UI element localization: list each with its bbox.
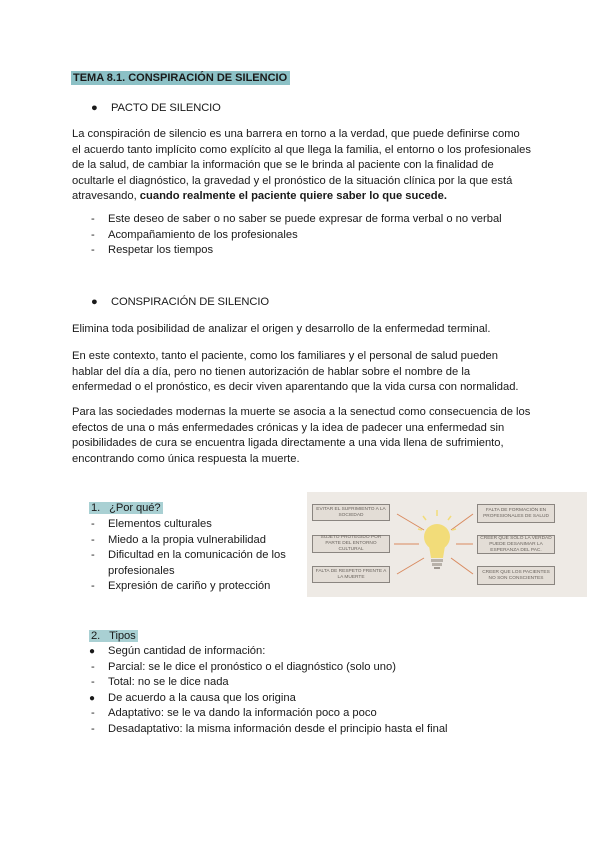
heading-highlight: 1. ¿Por qué? bbox=[91, 502, 161, 514]
list-item: - Elementos culturales bbox=[91, 518, 212, 530]
infographic-box: CREER QUE LOS PACIENTES NO SON CONSCIENTES bbox=[477, 566, 555, 585]
types-list bbox=[72, 644, 542, 738]
infographic-box: FALTA DE RESPETO FRENTE A LA MUERTE bbox=[312, 566, 390, 583]
list-item-continuation: profesionales bbox=[108, 564, 175, 577]
list-item: - Este deseo de saber o no saber se puede expresar de forma verbal o no verbal bbox=[91, 213, 502, 225]
paragraph-bold-text: cuando realmente el paciente quiere saber lo que sucede. bbox=[139, 190, 447, 203]
paragraph-line: de la salud, de cambiar la información que se le brinda al paciente con la finalidad de bbox=[72, 159, 494, 172]
list-item: ● De acuerdo a la causa que los origina bbox=[89, 691, 296, 704]
infographic bbox=[307, 492, 587, 597]
pacto-list bbox=[72, 212, 542, 259]
heading-highlight: 2. Tipos bbox=[91, 630, 136, 642]
list-item: - Respetar los tiempos bbox=[91, 244, 214, 257]
list-item: - Adaptativo: se le va dando la información poco a poco bbox=[91, 707, 377, 720]
numbered-heading-why bbox=[89, 501, 163, 517]
paragraph-definition bbox=[72, 127, 534, 205]
list-item: - Acompañamiento de los profesionales bbox=[91, 228, 298, 241]
list-item: ● Según cantidad de información: bbox=[89, 645, 266, 657]
infographic-box: CREER QUE SÓLO LA VERDAD PUEDE DESANIMAR LA ESPERANZA DEL PAC. bbox=[477, 535, 555, 554]
section-heading-text: PACTO DE SILENCIO bbox=[111, 102, 221, 114]
paragraph-contexto: En este contexto, tanto el paciente, como los familiares y el personal de salud pueden hablar del día a día, pero no tienen autorización de hablar sobre el nombre de la enfermedad o el pronóstico, es decir viven aparentando que la vida cursa con normalidad. bbox=[72, 350, 519, 394]
section-heading-conspiracion bbox=[91, 295, 269, 311]
paragraph-elimina: Elimina toda posibilidad de analizar el origen y desarrollo de la enfermedad terminal. bbox=[72, 323, 491, 335]
infographic-graphic bbox=[307, 492, 587, 597]
lightbulb-icon bbox=[424, 524, 450, 569]
paragraph-line: La conspiración de silencio es una barrera en torno a la verdad, que puede definirse como bbox=[72, 128, 520, 140]
paragraph-line bbox=[72, 189, 534, 205]
numbered-heading-types bbox=[89, 629, 138, 645]
paragraph-sociedades: Para las sociedades modernas la muerte se asocia a la senectud como consecuencia de los efectos de una o más enfermedades crónicas y la idea de padecer una enfermedad sin posibilidades de cura se encuentra ligada directamente a una vida llena de sufrimiento, encontrando como única respuesta la muerte. bbox=[72, 406, 531, 465]
paragraph-line: el acuerdo tanto implícito como explícito al que llega la familia, el entorno o los profesionales bbox=[72, 143, 531, 156]
paragraph-line: ocultarle el diagnóstico, la gravedad y el pronóstico de la situación clínica por la que está bbox=[72, 174, 513, 187]
list-item: - Miedo a la propia vulnerabilidad bbox=[91, 533, 266, 546]
infographic-box: SUJETO PROTEGIDO POR PARTE DEL ENTORNO CULTURAL bbox=[312, 535, 390, 553]
why-list bbox=[72, 517, 302, 595]
paragraph-text: atravesando, bbox=[72, 190, 140, 203]
list-item: - Desadaptativo: la misma información desde el principio hasta el final bbox=[91, 722, 448, 735]
bullet-icon: ● bbox=[91, 296, 98, 308]
list-item: - Dificultad en la comunicación de los bbox=[91, 549, 286, 562]
list-item: - Expresión de cariño y protección bbox=[91, 580, 271, 593]
page-title: TEMA 8.1. CONSPIRACIÓN DE SILENCIO bbox=[71, 71, 290, 85]
infographic-box: FALTA DE FORMACIÓN EN PROFESIONALES DE SALUD bbox=[477, 504, 555, 523]
infographic-box: EVITAR EL SUFRIMIENTO A LA SOCIEDAD bbox=[312, 504, 390, 521]
bullet-icon: ● bbox=[91, 102, 98, 114]
section-heading-pacto bbox=[91, 101, 221, 117]
list-item: - Parcial: se le dice el pronóstico o el diagnóstico (solo uno) bbox=[91, 660, 396, 673]
section-heading-text: CONSPIRACIÓN DE SILENCIO bbox=[111, 296, 269, 308]
list-item: - Total: no se le dice nada bbox=[91, 676, 229, 689]
